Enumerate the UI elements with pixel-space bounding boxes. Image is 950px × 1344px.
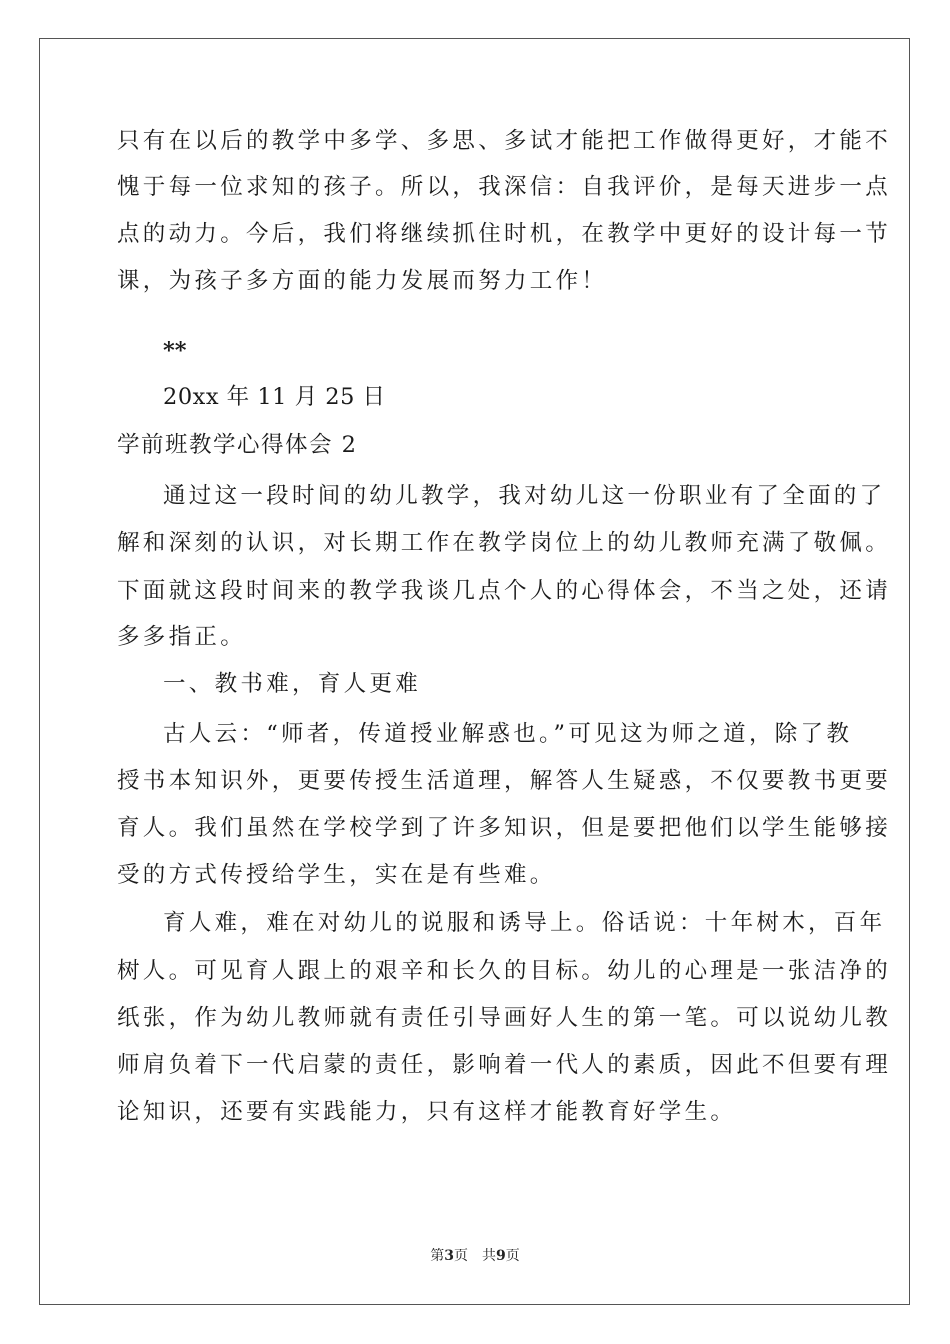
section-title: 学前班教学心得体会 2 <box>117 432 358 458</box>
text-line: 育人难，难在对幼儿的说服和诱导上。俗话说：十年树木，百年 <box>163 910 886 936</box>
page-footer <box>0 1247 950 1265</box>
text-line: 受的方式传授给学生，实在是有些难。 <box>117 862 556 888</box>
text-line: 纸张，作为幼儿教师就有责任引导画好人生的第一笔。可以说幼儿教 <box>117 1005 892 1031</box>
total-pages: 9 <box>496 1248 506 1264</box>
text-line: 授书本知识外，更要传授生活道理，解答人生疑惑，不仅要教书更要 <box>117 768 892 794</box>
page-prefix: 第 <box>430 1248 445 1264</box>
text-line: 论知识，还要有实践能力，只有这样才能教育好学生。 <box>117 1099 737 1125</box>
page-number: 3 <box>444 1248 454 1264</box>
subheading: 一、教书难，育人更难 <box>163 671 422 697</box>
text-line: 点的动力。今后，我们将继续抓住时机，在教学中更好的设计每一节 <box>117 221 892 247</box>
text-line: 愧于每一位求知的孩子。所以，我深信：自我评价，是每天进步一点 <box>117 174 892 200</box>
text-line: 下面就这段时间来的教学我谈几点个人的心得体会，不当之处，还请 <box>117 578 892 604</box>
total-suffix: 页 <box>505 1248 520 1264</box>
date-line: 20xx 年 11 月 25 日 <box>163 384 386 410</box>
text-line: 育人。我们虽然在学校学到了许多知识，但是要把他们以学生能够接 <box>117 815 892 841</box>
text-line: 多多指正。 <box>117 624 247 650</box>
text-line: 课，为孩子多方面的能力发展而努力工作！ <box>117 268 608 294</box>
text-line: 只有在以后的教学中多学、多思、多试才能把工作做得更好，才能不 <box>117 128 892 154</box>
text-line: 师肩负着下一代启蒙的责任，影响着一代人的素质，因此不但要有理 <box>117 1052 892 1078</box>
text-line: 通过这一段时间的幼儿教学，我对幼儿这一份职业有了全面的了 <box>163 483 886 509</box>
text-line: 古人云：“师者，传道授业解惑也。”可见这为师之道，除了教 <box>163 721 853 747</box>
page-suffix: 页 <box>454 1248 468 1264</box>
text-line: 树人。可见育人跟上的艰辛和长久的目标。幼儿的心理是一张洁净的 <box>117 958 892 984</box>
author-mark: ** <box>163 338 187 364</box>
text-line: 解和深刻的认识，对长期工作在教学岗位上的幼儿教师充满了敬佩。 <box>117 530 892 556</box>
total-prefix: 共 <box>482 1248 496 1264</box>
